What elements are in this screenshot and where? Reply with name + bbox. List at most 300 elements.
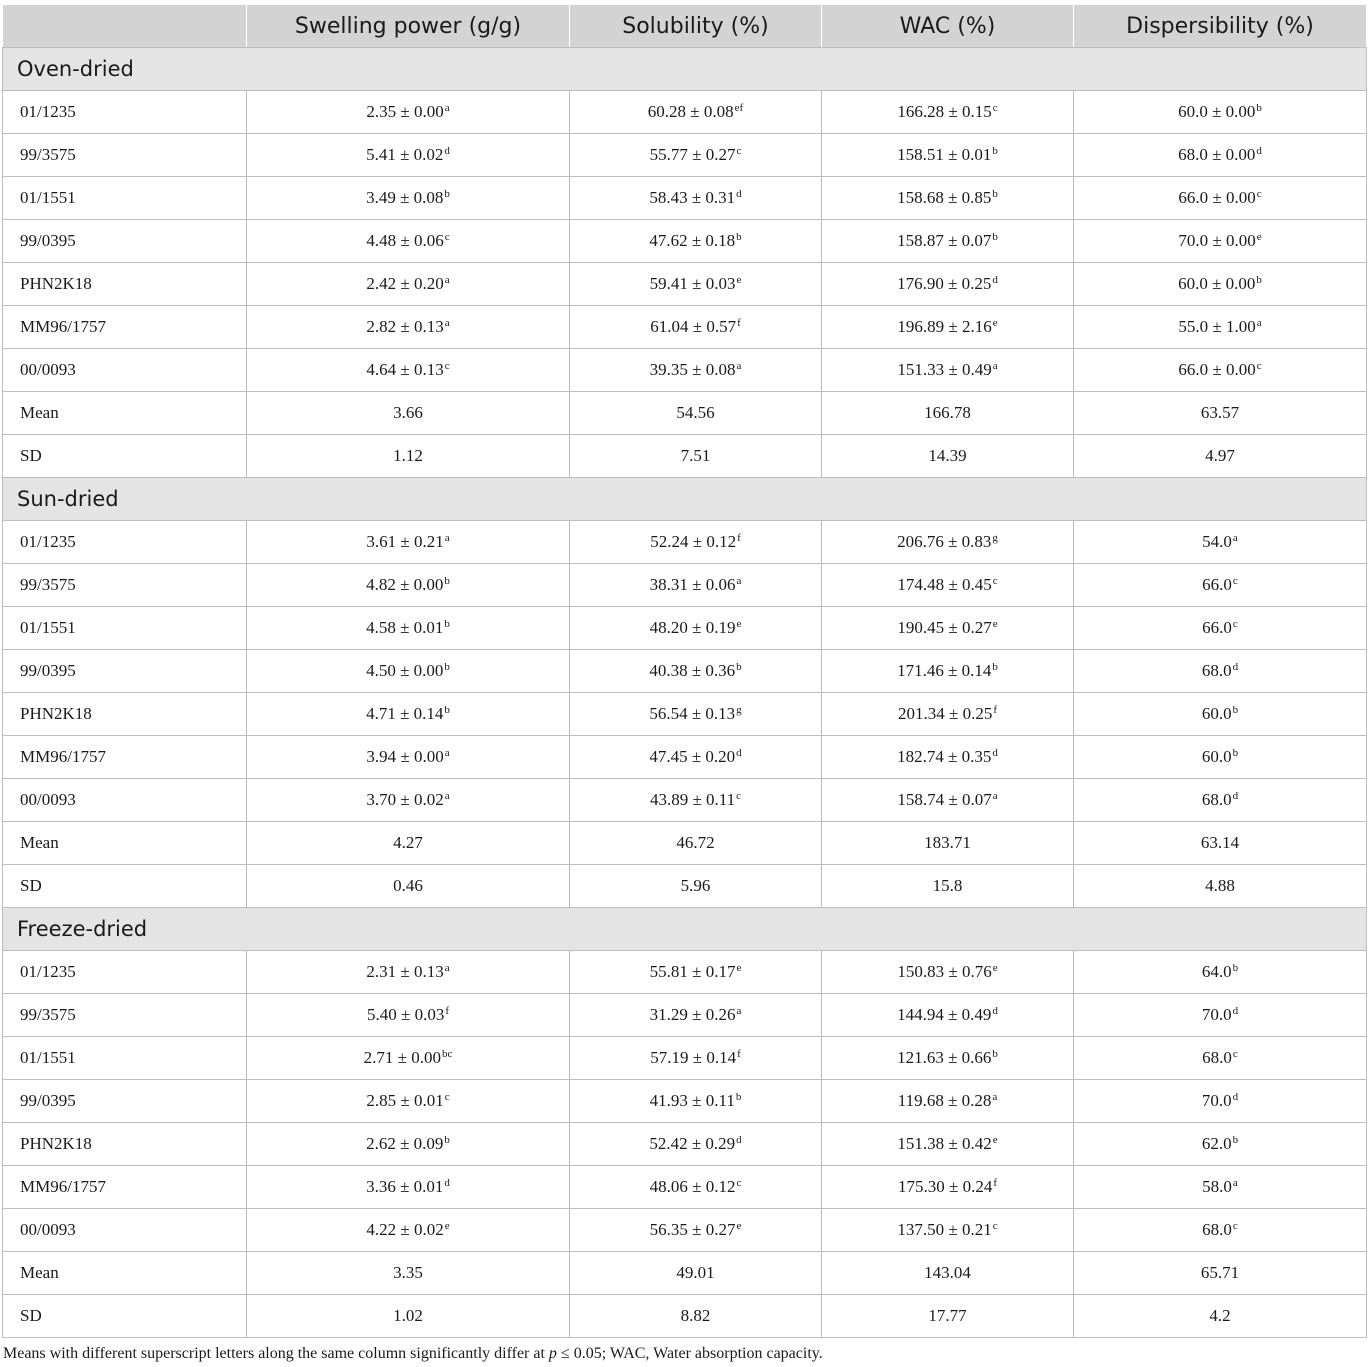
table-row — [3, 865, 1367, 908]
cell-superscript: c — [444, 1091, 450, 1103]
cell-superscript: a — [736, 360, 742, 372]
table-cell — [247, 1252, 570, 1295]
cell-superscript: b — [992, 231, 998, 243]
table-cell — [1074, 91, 1367, 134]
table-footnote — [3, 1345, 823, 1363]
cell-superscript: d — [736, 1134, 742, 1146]
table-cell — [822, 736, 1074, 779]
cell-value: 3.49 ± 0.08 — [366, 188, 444, 207]
cell-value: 58.0 — [1202, 1177, 1232, 1196]
cell-value: 2.71 ± 0.00 — [363, 1048, 441, 1067]
cell-value: 119.68 ± 0.28 — [897, 1091, 992, 1110]
cell-superscript: b — [1256, 274, 1262, 286]
table-row — [3, 220, 1367, 263]
cell-superscript: c — [736, 790, 742, 802]
cell-superscript: b — [1256, 102, 1262, 114]
table-cell — [822, 951, 1074, 994]
row-label: Mean — [3, 392, 247, 435]
table-cell — [570, 220, 822, 263]
cell-superscript: ef — [734, 102, 744, 114]
table-cell — [1074, 1209, 1367, 1252]
cell-value: 68.0 — [1201, 661, 1232, 680]
table-row — [3, 349, 1367, 392]
cell-superscript: d — [1232, 1005, 1239, 1017]
cell-superscript: a — [444, 317, 450, 329]
section-header-row — [3, 908, 1367, 951]
table-row — [3, 693, 1367, 736]
cell-value: 3.35 — [393, 1263, 423, 1282]
cell-value: 57.19 ± 0.14 — [650, 1048, 737, 1067]
cell-value: 55.0 ± 1.00 — [1178, 317, 1256, 336]
cell-superscript: c — [1256, 360, 1262, 372]
cell-value: 4.27 — [393, 833, 423, 852]
row-label: 01/1551 — [3, 1037, 247, 1080]
table-row — [3, 263, 1367, 306]
cell-value: 54.56 — [676, 403, 715, 422]
cell-superscript: d — [736, 747, 742, 759]
table-cell — [570, 134, 822, 177]
cell-superscript: c — [444, 231, 450, 243]
cell-superscript: d — [1256, 145, 1262, 157]
table-cell — [247, 349, 570, 392]
row-label: PHN2K18 — [3, 693, 247, 736]
cell-superscript: e — [992, 1134, 998, 1146]
cell-superscript: c — [1232, 1220, 1238, 1232]
row-label: PHN2K18 — [3, 1123, 247, 1166]
table-cell — [1074, 865, 1367, 908]
footnote-text: Means with different superscript letters along the same column significantly differ at — [3, 1345, 549, 1362]
cell-value: 66.0 — [1202, 575, 1232, 594]
table-cell — [570, 1252, 822, 1295]
cell-value: 66.0 — [1202, 618, 1232, 637]
table-cell — [1074, 779, 1367, 822]
table-row — [3, 822, 1367, 865]
table-cell — [247, 392, 570, 435]
table-row — [3, 306, 1367, 349]
row-label: 00/0093 — [3, 1209, 247, 1252]
table-cell — [570, 521, 822, 564]
table-cell — [822, 306, 1074, 349]
table-cell — [822, 349, 1074, 392]
section-header-row — [3, 48, 1367, 91]
cell-value: 2.62 ± 0.09 — [366, 1134, 444, 1153]
cell-superscript: e — [444, 1220, 450, 1232]
cell-value: 3.94 ± 0.00 — [366, 747, 444, 766]
header-cell-solubility: Solubility (%) — [570, 5, 822, 48]
table-cell — [822, 994, 1074, 1037]
row-label: MM96/1757 — [3, 736, 247, 779]
cell-value: 52.42 ± 0.29 — [649, 1134, 736, 1153]
row-label: 99/0395 — [3, 1080, 247, 1123]
cell-value: 5.40 ± 0.03 — [366, 1005, 445, 1024]
cell-value: 68.0 — [1202, 1220, 1232, 1239]
cell-value: 158.51 ± 0.01 — [897, 145, 992, 164]
cell-value: 60.0 ± 0.00 — [1178, 274, 1256, 293]
header-cell-label — [3, 5, 247, 48]
cell-superscript: b — [444, 575, 450, 587]
cell-value: 2.85 ± 0.01 — [366, 1091, 444, 1110]
cell-value: 174.48 ± 0.45 — [897, 575, 992, 594]
table-body — [3, 48, 1367, 1338]
cell-value: 4.22 ± 0.02 — [366, 1220, 444, 1239]
cell-superscript: a — [444, 102, 450, 114]
table-cell — [570, 736, 822, 779]
row-label: 01/1235 — [3, 521, 247, 564]
table-cell — [1074, 177, 1367, 220]
row-label: SD — [3, 435, 247, 478]
cell-value: 64.0 — [1201, 962, 1232, 981]
table-cell — [822, 865, 1074, 908]
cell-superscript: b — [992, 188, 998, 200]
table-cell — [1074, 392, 1367, 435]
footnote-p-symbol: p — [548, 1345, 557, 1362]
table-cell — [570, 392, 822, 435]
cell-value: 175.30 ± 0.24 — [897, 1177, 993, 1196]
cell-value: 166.78 — [924, 403, 971, 422]
cell-superscript: f — [737, 1048, 741, 1060]
cell-superscript: b — [1232, 704, 1239, 716]
cell-value: 190.45 ± 0.27 — [897, 618, 992, 637]
table-cell — [822, 607, 1074, 650]
row-label: 99/0395 — [3, 650, 247, 693]
table-row — [3, 1252, 1367, 1295]
table-cell — [1074, 1252, 1367, 1295]
table-cell — [570, 951, 822, 994]
table-row — [3, 435, 1367, 478]
table-cell — [247, 1295, 570, 1338]
table-cell — [1074, 650, 1367, 693]
cell-value: 137.50 ± 0.21 — [897, 1220, 992, 1239]
table-row — [3, 736, 1367, 779]
table-cell — [570, 564, 822, 607]
cell-superscript: a — [444, 747, 450, 759]
table-cell — [822, 220, 1074, 263]
row-label: MM96/1757 — [3, 306, 247, 349]
table-cell — [570, 91, 822, 134]
cell-value: 14.39 — [928, 446, 967, 465]
table-cell — [247, 994, 570, 1037]
cell-superscript: a — [444, 962, 450, 974]
table-cell — [822, 1123, 1074, 1166]
cell-value: 158.74 ± 0.07 — [897, 790, 992, 809]
table-cell — [1074, 994, 1367, 1037]
cell-superscript: d — [1232, 1091, 1239, 1103]
cell-value: 171.46 ± 0.14 — [897, 661, 992, 680]
table-cell — [822, 779, 1074, 822]
cell-superscript: b — [992, 1048, 998, 1060]
cell-superscript: c — [1256, 188, 1262, 200]
cell-value: 4.48 ± 0.06 — [366, 231, 444, 250]
table-cell — [247, 177, 570, 220]
cell-value: 183.71 — [924, 833, 971, 852]
cell-superscript: a — [1256, 317, 1262, 329]
cell-value: 158.87 ± 0.07 — [897, 231, 992, 250]
cell-superscript: e — [992, 962, 998, 974]
table-cell — [1074, 822, 1367, 865]
cell-value: 39.35 ± 0.08 — [649, 360, 736, 379]
cell-superscript: b — [992, 145, 998, 157]
table-row — [3, 177, 1367, 220]
cell-value: 70.0 — [1201, 1005, 1232, 1024]
section-title: Oven-dried — [3, 48, 1367, 91]
cell-value: 70.0 — [1201, 1091, 1232, 1110]
cell-value: 121.63 ± 0.66 — [897, 1048, 992, 1067]
row-label: Mean — [3, 1252, 247, 1295]
row-label: 99/3575 — [3, 134, 247, 177]
cell-value: 56.35 ± 0.27 — [649, 1220, 736, 1239]
table-cell — [1074, 1295, 1367, 1338]
table-cell — [570, 865, 822, 908]
table-header — [3, 5, 1367, 48]
cell-value: 60.0 ± 0.00 — [1178, 102, 1256, 121]
cell-value: 58.43 ± 0.31 — [649, 188, 736, 207]
table-cell — [247, 1123, 570, 1166]
cell-value: 5.96 — [680, 876, 711, 895]
cell-value: 55.81 ± 0.17 — [649, 962, 736, 981]
table-cell — [570, 1123, 822, 1166]
cell-value: 68.0 ± 0.00 — [1178, 145, 1256, 164]
cell-value: 3.36 ± 0.01 — [366, 1177, 444, 1196]
cell-superscript: c — [736, 1177, 742, 1189]
table-cell — [822, 1080, 1074, 1123]
row-label: 99/0395 — [3, 220, 247, 263]
table-cell — [247, 951, 570, 994]
cell-value: 196.89 ± 2.16 — [897, 317, 992, 336]
table-cell — [822, 1037, 1074, 1080]
cell-value: 54.0 — [1202, 532, 1232, 551]
cell-value: 158.68 ± 0.85 — [897, 188, 992, 207]
table-cell — [1074, 263, 1367, 306]
table-cell — [247, 736, 570, 779]
cell-value: 151.38 ± 0.42 — [897, 1134, 992, 1153]
cell-value: 4.82 ± 0.00 — [366, 575, 444, 594]
cell-value: 2.42 ± 0.20 — [366, 274, 444, 293]
table-cell — [247, 1080, 570, 1123]
cell-superscript: d — [736, 188, 742, 200]
cell-value: 60.0 — [1201, 704, 1232, 723]
section-title: Freeze-dried — [3, 908, 1367, 951]
cell-value: 52.24 ± 0.12 — [650, 532, 737, 551]
cell-value: 2.82 ± 0.13 — [366, 317, 444, 336]
cell-superscript: a — [444, 274, 450, 286]
cell-value: 151.33 ± 0.49 — [897, 360, 992, 379]
header-cell-swelling-power: Swelling power (g/g) — [247, 5, 570, 48]
cell-superscript: a — [992, 1091, 998, 1103]
table-cell — [822, 564, 1074, 607]
row-label: Mean — [3, 822, 247, 865]
table-cell — [822, 822, 1074, 865]
cell-superscript: c — [444, 360, 450, 372]
table-cell — [570, 607, 822, 650]
cell-superscript: d — [992, 1005, 998, 1017]
table-cell — [1074, 306, 1367, 349]
cell-superscript: d — [444, 145, 450, 157]
row-label: 00/0093 — [3, 779, 247, 822]
table-row — [3, 1123, 1367, 1166]
table-cell — [247, 607, 570, 650]
table-row — [3, 650, 1367, 693]
cell-value: 201.34 ± 0.25 — [897, 704, 993, 723]
cell-value: 61.04 ± 0.57 — [650, 317, 737, 336]
cell-value: 150.83 ± 0.76 — [897, 962, 992, 981]
cell-superscript: g — [992, 532, 998, 544]
cell-value: 5.41 ± 0.02 — [366, 145, 444, 164]
cell-value: 60.28 ± 0.08 — [647, 102, 734, 121]
table-cell — [247, 134, 570, 177]
table-cell — [570, 1209, 822, 1252]
table-row — [3, 521, 1367, 564]
cell-value: 40.38 ± 0.36 — [649, 661, 736, 680]
row-label: 00/0093 — [3, 349, 247, 392]
cell-superscript: e — [736, 274, 742, 286]
cell-superscript: f — [737, 317, 741, 329]
cell-superscript: c — [992, 1220, 998, 1232]
cell-value: 4.97 — [1205, 446, 1235, 465]
table-row — [3, 779, 1367, 822]
table-cell — [1074, 693, 1367, 736]
cell-value: 38.31 ± 0.06 — [649, 575, 736, 594]
table-row — [3, 1080, 1367, 1123]
cell-superscript: a — [992, 790, 998, 802]
table-cell — [570, 1080, 822, 1123]
cell-value: 47.62 ± 0.18 — [649, 231, 736, 250]
cell-superscript: a — [736, 1005, 742, 1017]
table-cell — [247, 1209, 570, 1252]
cell-superscript: e — [736, 962, 742, 974]
cell-value: 48.06 ± 0.12 — [649, 1177, 736, 1196]
table-cell — [570, 263, 822, 306]
cell-value: 70.0 ± 0.00 — [1178, 231, 1256, 250]
cell-superscript: b — [444, 661, 450, 673]
cell-superscript: a — [992, 360, 998, 372]
cell-value: 62.0 — [1201, 1134, 1232, 1153]
cell-value: 166.28 ± 0.15 — [897, 102, 992, 121]
row-label: 99/3575 — [3, 564, 247, 607]
table-cell — [570, 779, 822, 822]
table-cell — [570, 1295, 822, 1338]
cell-superscript: b — [736, 661, 742, 673]
table-cell — [822, 1252, 1074, 1295]
table-cell — [570, 994, 822, 1037]
row-label: 01/1235 — [3, 951, 247, 994]
table-cell — [1074, 607, 1367, 650]
cell-superscript: f — [737, 532, 741, 544]
table-cell — [822, 521, 1074, 564]
header-cell-wac: WAC (%) — [822, 5, 1074, 48]
cell-value: 143.04 — [924, 1263, 971, 1282]
table-row — [3, 994, 1367, 1037]
table-row — [3, 607, 1367, 650]
table-cell — [1074, 220, 1367, 263]
cell-value: 3.61 ± 0.21 — [366, 532, 444, 551]
table-cell — [1074, 564, 1367, 607]
row-label: 99/3575 — [3, 994, 247, 1037]
cell-value: 206.76 ± 0.83 — [897, 532, 992, 551]
table-cell — [247, 1037, 570, 1080]
cell-value: 43.89 ± 0.11 — [649, 790, 736, 809]
cell-value: 46.72 — [676, 833, 715, 852]
cell-value: 63.57 — [1200, 403, 1240, 422]
table-cell — [822, 263, 1074, 306]
cell-value: 55.77 ± 0.27 — [649, 145, 736, 164]
table-cell — [247, 263, 570, 306]
cell-value: 56.54 ± 0.13 — [649, 704, 736, 723]
cell-superscript: b — [735, 1091, 742, 1103]
cell-superscript: b — [444, 618, 450, 630]
cell-superscript: e — [736, 618, 742, 630]
cell-superscript: c — [1232, 618, 1238, 630]
table-cell — [247, 521, 570, 564]
cell-superscript: b — [736, 231, 742, 243]
cell-value: 2.31 ± 0.13 — [366, 962, 444, 981]
row-label: PHN2K18 — [3, 263, 247, 306]
cell-value: 176.90 ± 0.25 — [897, 274, 992, 293]
cell-superscript: b — [1232, 747, 1239, 759]
table-cell — [1074, 134, 1367, 177]
table-cell — [247, 220, 570, 263]
cell-superscript: f — [993, 1177, 997, 1189]
cell-value: 8.82 — [680, 1306, 711, 1325]
cell-value: 144.94 ± 0.49 — [897, 1005, 992, 1024]
cell-value: 1.02 — [393, 1306, 423, 1325]
table-cell — [570, 822, 822, 865]
cell-value: 41.93 ± 0.11 — [649, 1091, 735, 1110]
cell-value: 48.20 ± 0.19 — [649, 618, 736, 637]
cell-superscript: d — [1232, 661, 1239, 673]
cell-value: 66.0 ± 0.00 — [1178, 360, 1256, 379]
cell-value: 17.77 — [928, 1306, 967, 1325]
data-table — [2, 4, 1367, 1338]
table-cell — [1074, 435, 1367, 478]
cell-superscript: b — [444, 188, 450, 200]
table-row — [3, 1295, 1367, 1338]
table-cell — [247, 822, 570, 865]
table-cell — [822, 91, 1074, 134]
cell-superscript: f — [993, 704, 997, 716]
cell-value: 49.01 — [676, 1263, 715, 1282]
footnote-text-end: ≤ 0.05; WAC, Water absorption capacity. — [556, 1345, 823, 1362]
table-row — [3, 564, 1367, 607]
cell-value: 4.88 — [1205, 876, 1235, 895]
cell-superscript: d — [1232, 790, 1239, 802]
cell-value: 31.29 ± 0.26 — [649, 1005, 736, 1024]
cell-superscript: b — [444, 1134, 450, 1146]
cell-superscript: b — [444, 704, 450, 716]
cell-superscript: bc — [441, 1048, 453, 1060]
cell-superscript: c — [992, 102, 998, 114]
table-cell — [247, 435, 570, 478]
table-cell — [822, 1209, 1074, 1252]
table-cell — [1074, 951, 1367, 994]
cell-value: 1.12 — [393, 446, 423, 465]
cell-value: 4.58 ± 0.01 — [366, 618, 444, 637]
cell-value: 4.2 — [1209, 1306, 1231, 1325]
table-cell — [247, 1166, 570, 1209]
row-label: 01/1551 — [3, 177, 247, 220]
cell-superscript: c — [1232, 1048, 1238, 1060]
row-label: SD — [3, 1295, 247, 1338]
cell-value: 182.74 ± 0.35 — [897, 747, 992, 766]
table-cell — [1074, 1080, 1367, 1123]
table-cell — [570, 349, 822, 392]
cell-superscript: e — [992, 317, 998, 329]
table-cell — [822, 693, 1074, 736]
cell-value: 0.46 — [393, 876, 423, 895]
table-cell — [247, 650, 570, 693]
row-label: 01/1551 — [3, 607, 247, 650]
cell-value: 63.14 — [1200, 833, 1240, 852]
table-row — [3, 1209, 1367, 1252]
